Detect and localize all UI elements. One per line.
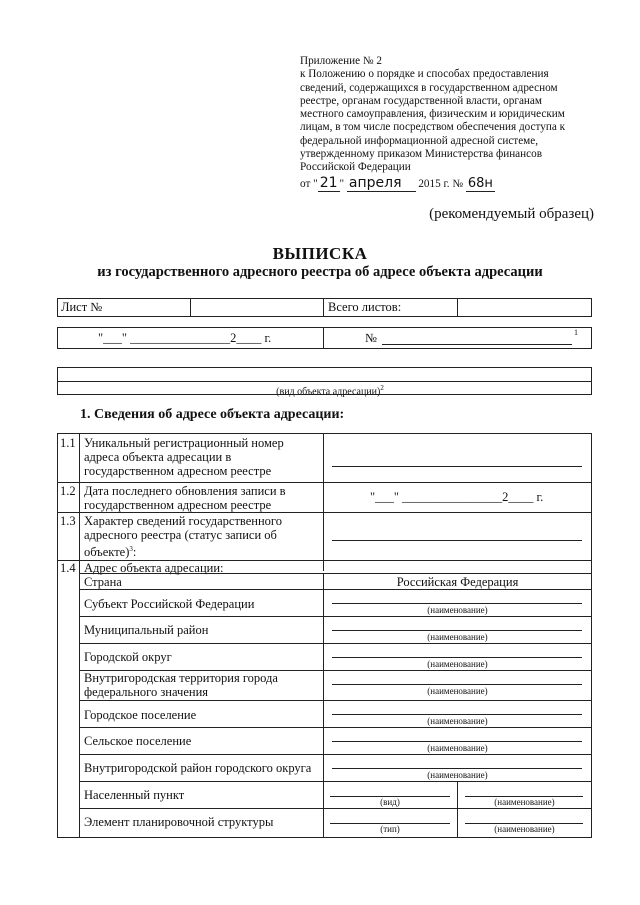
address-label-country: Страна [84, 575, 122, 589]
footnote-1: 1 [574, 328, 578, 337]
address-label-federal-city-territory: Внутригородская территория города федерального значения [84, 671, 278, 699]
row-number: 1.2 [60, 484, 76, 498]
appendix-line: к Положению о порядке и способах предоставления [300, 68, 549, 81]
appendix-line: местного самоуправления, физическим и юридическим [300, 108, 565, 121]
caption-type: (тип) [380, 824, 400, 834]
document-title: ВЫПИСКА [272, 244, 368, 263]
row-label: Характер сведений государственного адресного реестра (статус записи об объекте)$^3$: [84, 514, 282, 560]
caption-name: (наименование) [427, 743, 488, 753]
caption-name: (наименование) [427, 770, 488, 780]
row-number: 1.3 [60, 514, 76, 528]
handwritten-number: 68н [467, 175, 493, 191]
caption-name: (наименование) [427, 605, 488, 615]
appendix-line: Приложение № 2 [300, 55, 382, 67]
document-subtitle: из государственного адресного реестра об адресе объекта адресации [97, 264, 543, 280]
appendix-date: от " 21 " апреля 2015 г. № 68н [300, 174, 493, 191]
object-type-caption: (вид объекта адресации)$^2$ [276, 384, 384, 398]
address-label-rural-settlement: Сельское поселение [84, 734, 192, 748]
address-label-urban-settlement: Городское поселение [84, 708, 197, 722]
sample-label: (рекомендуемый образец) [429, 206, 594, 222]
appendix-line: реестре, органам государственной власти, органам [300, 94, 542, 107]
appendix-line: лицам, в том числе посредством обеспечения доступа к [300, 121, 566, 134]
row-label: Дата последнего обновления записи в государственном адресном реестре [84, 484, 286, 512]
address-label-subject: Субъект Российской Федерации [84, 597, 255, 611]
row-label: Адрес объекта адресации: [84, 561, 224, 575]
address-label-municipal-district: Муниципальный район [84, 623, 209, 637]
address-label-city-district: Городской округ [84, 650, 172, 664]
address-label-locality: Населенный пункт [84, 788, 185, 802]
extract-number-label: № [365, 331, 377, 345]
extract-date: "___" ________________2____ г. [98, 331, 272, 345]
caption-name: (наименование) [427, 716, 488, 726]
appendix-line: федеральной информационной адресной системе, [300, 134, 539, 147]
caption-kind: (вид) [380, 797, 400, 807]
row-number: 1.4 [60, 561, 76, 575]
row-label: Уникальный регистрационный номер адреса объекта адресации в государственном адресном реестре [84, 436, 284, 478]
sheet-number-label: Лист № [61, 300, 103, 314]
row-number: 1.1 [60, 436, 76, 450]
appendix-line: Российской Федерации [300, 161, 411, 174]
caption-name: (наименование) [427, 686, 488, 696]
caption-name: (наименование) [494, 824, 555, 834]
caption-name: (наименование) [494, 797, 555, 807]
caption-name: (наименование) [427, 659, 488, 669]
handwritten-day: 21 [319, 174, 338, 191]
handwritten-month: апреля [347, 175, 416, 192]
address-label-intracity-district: Внутригородской район городского округа [84, 761, 312, 775]
section-1-title: 1. Сведения об адресе объекта адресации: [80, 407, 345, 422]
caption-name: (наименование) [427, 632, 488, 642]
total-sheets-label: Всего листов: [328, 300, 402, 314]
appendix-header [300, 55, 600, 191]
address-value-country: Российская Федерация [396, 575, 519, 589]
appendix-line: утвержденному приказом Министерства финансов [300, 148, 542, 161]
appendix-line: сведений, содержащихся в государственном адресном [300, 81, 558, 94]
last-update-date: "___" ________________2____ г. [370, 490, 544, 504]
sheet-row [57, 298, 592, 317]
address-label-planning-structure: Элемент планировочной структуры [84, 815, 274, 829]
